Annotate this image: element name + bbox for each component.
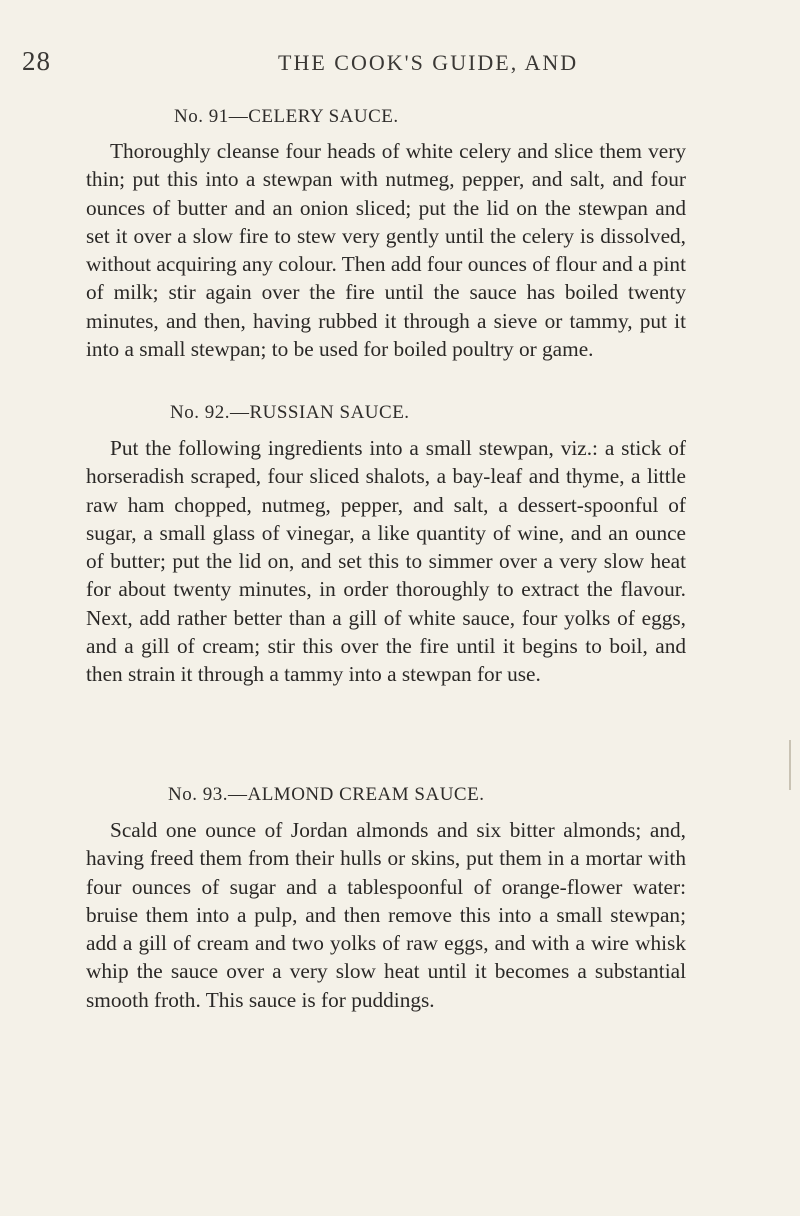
page-header	[22, 46, 722, 86]
page-number: 28	[22, 46, 51, 76]
recipe-body-celery-sauce: Thoroughly cleanse four heads of white celery and slice them very thin; put this into a stewpan with nutmeg, pepper, and salt, and four ounces of butter and an onion sliced; put the lid on the stewpan and set it over a slow fire to stew very gently until the celery is dissolved, without acquiring any colour. Then add four ounces of flour and a pint of milk; stir again over the fire until the sauce has boiled twenty minutes, and then, having rubbed it through a sieve or tammy, put it into a small stewpan; to be used for boiled poultry or game.	[86, 139, 686, 362]
recipe-body-russian-sauce: Put the following ingredients into a small stewpan, viz.: a stick of horseradish scraped, four sliced shalots, a bay-leaf and thyme, a little raw ham chopped, nutmeg, pepper, and salt, a dessert-spoonful of sugar, a small glass of vinegar, a like quantity of wine, and an ounce of butter; put the lid on, and set this to simmer over a very slow heat for about twenty minutes, in order thoroughly to extract the flavour. Next, add rather better than a gill of white sauce, four yolks of eggs, and a gill of cream; stir this over the fire until it begins to boil, and then strain it through a tammy into a stewpan for use.	[86, 436, 686, 687]
page-edge-mark	[789, 740, 791, 790]
recipe-body-almond-cream-sauce: Scald one ounce of Jordan almonds and six bitter almonds; and, having freed them from their hulls or skins, put them in a mortar with four ounces of sugar and a tablespoonful of orange-flower water: bruise them into a pulp, and then remove this into a small stewpan; add a gill of cream and two yolks of raw eggs, and with a wire whisk whip the sauce over a very slow heat until it becomes a substantial smooth froth. This sauce is for puddings.	[86, 818, 686, 1012]
recipe-title-almond-cream-sauce: No. 93.—ALMOND CREAM SAUCE.	[168, 784, 485, 805]
recipe-title-celery-sauce: No. 91—CELERY SAUCE.	[174, 106, 399, 127]
running-head: THE COOK'S GUIDE, AND	[278, 50, 579, 75]
recipe-title-russian-sauce: No. 92.—RUSSIAN SAUCE.	[170, 402, 410, 423]
